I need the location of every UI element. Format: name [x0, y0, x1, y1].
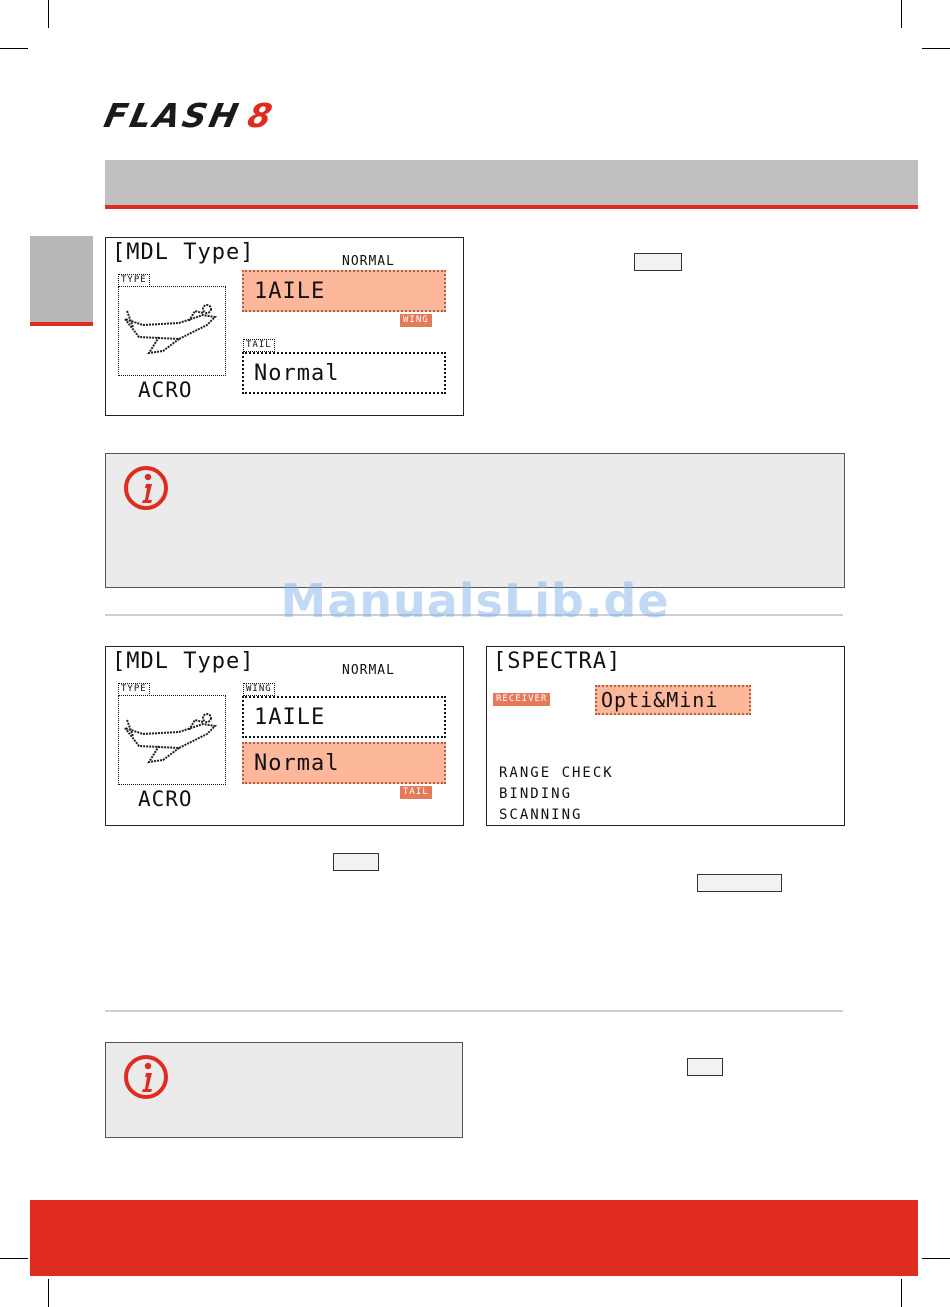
tail-type-field[interactable]: Normal	[242, 352, 446, 394]
menu-item-binding[interactable]: BINDING	[499, 786, 573, 802]
wing-tag: WING	[400, 314, 432, 327]
airplane-icon	[119, 696, 223, 782]
lcd-screen-model-type-wing	[105, 237, 464, 416]
section-header-bar	[105, 160, 918, 205]
tail-tag: TAIL	[243, 339, 275, 352]
crop-mark	[48, 1279, 49, 1307]
section-divider	[105, 1010, 843, 1012]
key-button	[634, 253, 682, 271]
crop-mark	[922, 48, 950, 49]
lcd-title: [SPECTRA]	[493, 649, 622, 674]
key-button	[333, 853, 379, 871]
lcd-screen-spectra	[486, 646, 845, 826]
tail-tag: TAIL	[400, 786, 432, 799]
lcd-title: [MDL Type]	[112, 649, 255, 674]
model-name: ACRO	[138, 787, 193, 811]
crop-mark	[0, 1258, 28, 1259]
crop-mark	[48, 0, 49, 28]
plane-image-box	[118, 695, 226, 785]
key-button	[687, 1058, 723, 1076]
receiver-tag: RECEIVER	[493, 693, 550, 706]
menu-item-range-check[interactable]: RANGE CHECK	[499, 765, 614, 781]
chapter-side-tab	[30, 236, 93, 324]
crop-mark	[0, 48, 28, 49]
wing-type-field[interactable]: 1AILE	[242, 696, 446, 738]
mode-label: NORMAL	[342, 663, 395, 678]
section-header-underline	[105, 205, 918, 209]
watermark: ManualsLib.de	[280, 574, 670, 628]
info-box	[105, 1042, 463, 1138]
lcd-title: [MDL Type]	[112, 240, 255, 265]
footer-bar	[30, 1200, 918, 1276]
brand-logo	[101, 96, 279, 135]
info-icon	[122, 1053, 170, 1101]
crop-mark	[922, 1258, 950, 1259]
mode-label: NORMAL	[342, 254, 395, 269]
brand-name: FLASH	[100, 96, 245, 135]
info-icon	[122, 464, 170, 512]
crop-mark	[901, 0, 902, 28]
receiver-field[interactable]: Opti&Mini	[595, 685, 751, 715]
airplane-icon	[119, 287, 223, 373]
lcd-screen-model-type-tail	[105, 646, 464, 826]
brand-number: 8	[244, 96, 279, 135]
menu-item-scanning[interactable]: SCANNING	[499, 807, 583, 823]
plane-image-box	[118, 286, 226, 376]
wing-tag: WING	[243, 683, 275, 696]
chapter-side-tab-underline	[30, 322, 93, 326]
wing-type-field[interactable]: 1AILE	[242, 270, 446, 312]
type-tag: TYPE	[118, 683, 150, 696]
type-tag: TYPE	[118, 274, 150, 287]
tail-type-field[interactable]: Normal	[242, 742, 446, 784]
crop-mark	[901, 1279, 902, 1307]
model-name: ACRO	[138, 378, 193, 402]
info-box	[105, 453, 845, 588]
key-button	[697, 874, 782, 892]
